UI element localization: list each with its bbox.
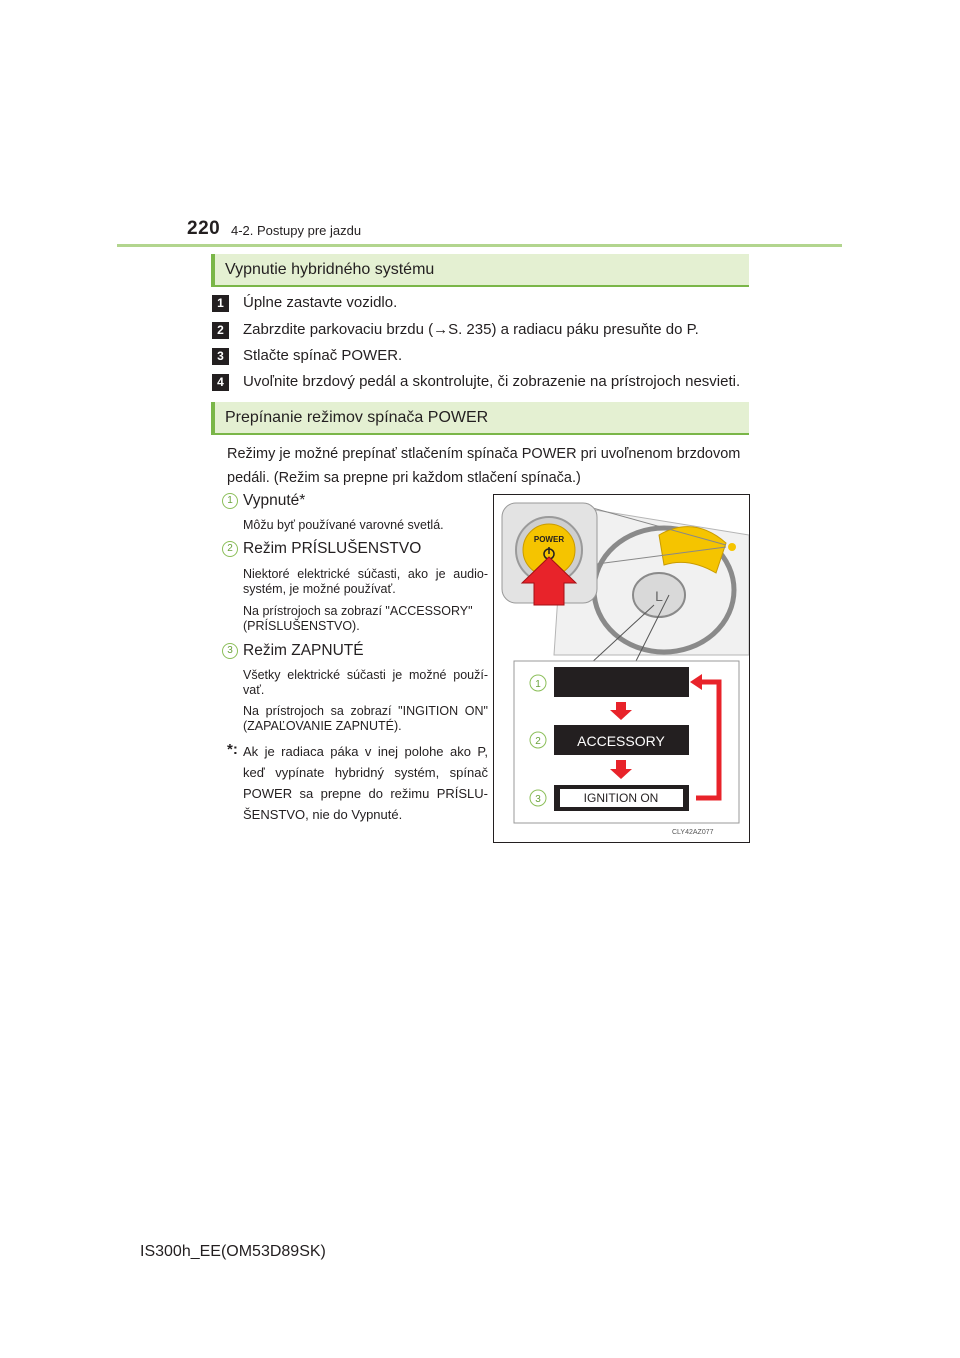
item-title-off: Vypnuté* <box>243 492 306 509</box>
item-number-circle: 2 <box>222 541 238 557</box>
section-heading-shutdown <box>211 254 749 287</box>
mode-ignition-label: IGNITION ON <box>583 791 659 805</box>
page-number: 220 <box>187 218 221 239</box>
step-text: Úplne zastavte vozidlo. <box>243 294 398 311</box>
item-number-circle: 1 <box>222 493 238 509</box>
section-heading-text: Vypnutie hybridného systému <box>225 261 435 278</box>
item-desc: Na prístrojoch sa zobrazí "ACCESSORY" (PRÍSLUŠENSTVO). <box>243 604 473 633</box>
figure-code: CLY42AZ077 <box>672 829 714 836</box>
footnote: Ak je radiaca páka v inej polohe ako P, keď vypínate hybridný systém, spínač POWER sa prepne do režimu PRÍSLU-ŠENSTVO, nie do Vypnuté. <box>243 744 488 822</box>
lexus-logo-icon: L <box>655 588 663 604</box>
power-switch-figure <box>493 494 750 843</box>
header-rule <box>117 244 842 247</box>
fig-number: 2 <box>535 736 541 747</box>
power-button-label: POWER <box>533 535 565 544</box>
item-desc-ignition: Na prístrojoch sa zobrazí "INGITION ON" (ZAPAĽOVANIE ZAPNUTÉ). <box>243 704 488 733</box>
section-heading-power-modes <box>211 402 749 435</box>
indicator-highlight <box>728 543 736 551</box>
step-number: 3 <box>212 348 229 365</box>
mode-off-display <box>554 667 689 697</box>
section-heading-text: Prepínanie režimov spínača POWER <box>225 409 489 426</box>
item-title-on: Režim ZAPNUTÉ <box>243 642 364 659</box>
fig-number: 3 <box>535 794 541 805</box>
item-desc: Niektoré elektrické súčasti, ako je audio-systém, je možné používať. <box>243 567 488 596</box>
section-title: 4-2. Postupy pre jazdu <box>231 223 362 238</box>
step-number: 1 <box>212 295 229 312</box>
intro-line-2: pedáli. (Režim sa prepne pri každom stlačení spínača.) <box>227 470 581 486</box>
item-desc: Môžu byť používané varovné svetlá. <box>243 518 444 532</box>
step-number: 4 <box>212 374 229 391</box>
step-number: 2 <box>212 322 229 339</box>
item-number-circle: 3 <box>222 643 238 659</box>
item-desc: Všetky elektrické súčasti je možné použí-vať. <box>243 668 488 697</box>
footer-model-code: IS300h_EE(OM53D89SK) <box>140 1243 326 1260</box>
figure-illustration <box>494 495 749 842</box>
intro-line-1: Režimy je možné prepínať stlačením spínača POWER pri uvoľnenom brzdovom <box>227 446 741 462</box>
fig-number: 1 <box>535 679 541 690</box>
step-text: Zabrzdite parkovaciu brzdu (→S. 235) a radiacu páku presuňte do P. <box>243 321 699 338</box>
item-title-accessory: Režim PRÍSLUŠENSTVO <box>243 540 422 557</box>
step-text: Uvoľnite brzdový pedál a skontrolujte, či zobrazenie na prístrojoch nesvieti. <box>243 373 741 390</box>
footnote-marker: *: <box>227 741 238 758</box>
mode-accessory-label: ACCESSORY <box>577 733 665 749</box>
step-text: Stlačte spínač POWER. <box>243 347 403 364</box>
